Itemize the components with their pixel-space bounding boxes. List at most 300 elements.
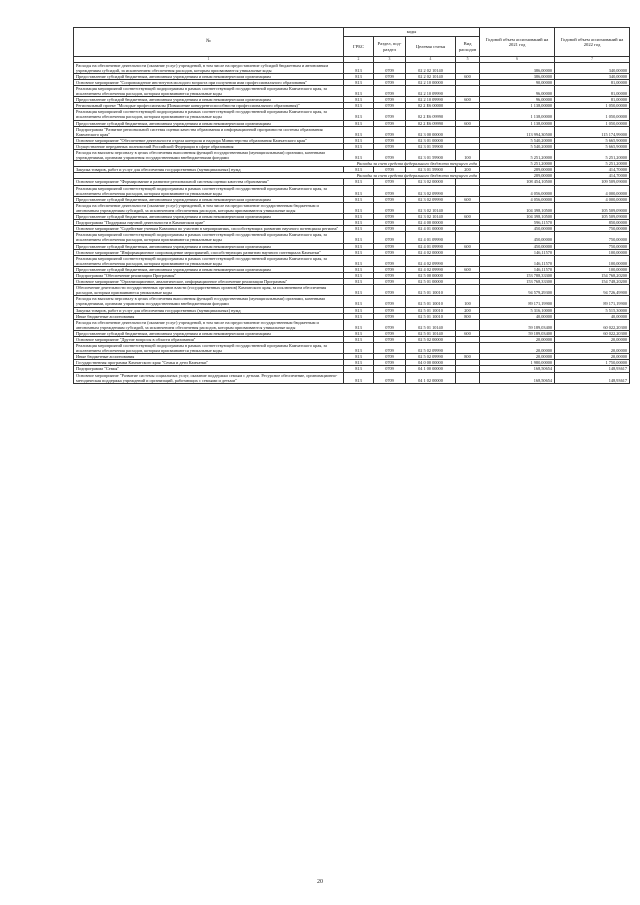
table-row <box>74 319 630 330</box>
amount-2022: 340,00000 <box>555 73 630 79</box>
amount-2021: 5 540,20000 <box>480 137 555 143</box>
amount-2021: 450,00000 <box>480 226 555 232</box>
grbs-code: 813 <box>344 143 374 149</box>
amount-2022: 105 509,09000 <box>555 214 630 220</box>
grbs-code: 813 <box>344 202 374 213</box>
target-article-code: 02 5 01 10010 <box>406 313 456 319</box>
grbs-code: 813 <box>344 103 374 109</box>
amount-2022: 154 768,20200 <box>555 272 630 278</box>
amount-2021: 168,50654 <box>480 372 555 383</box>
target-article-code: 02 3 00 00000 <box>406 126 456 137</box>
amount-2022: 40,00000 <box>555 313 630 319</box>
row-name: Основное мероприятие "Организационное, аналитическое, информационное обеспечение реализации Программы" <box>74 279 344 285</box>
target-article-code: 02 3 01 59900 <box>406 150 456 161</box>
grbs-code: 813 <box>344 354 374 360</box>
target-article-code: 04 1 02 00000 <box>406 372 456 383</box>
amount-2021: 386,00000 <box>480 62 555 73</box>
row-name: Иные бюджетные ассигнования <box>74 354 344 360</box>
row-name: Расходы на выплаты персоналу в целях обеспечения выполнения функций государственными (муниципальными) органами, казенными учреждениями, органами управления государственными внебюджетными фондами <box>74 296 344 307</box>
amount-2022: 4 000,00000 <box>555 185 630 196</box>
grbs-code: 813 <box>344 343 374 354</box>
target-article-code: 02 5 01 10140 <box>406 319 456 330</box>
grbs-code: 813 <box>344 79 374 85</box>
target-article-code: 02 5 02 09990 <box>406 354 456 360</box>
grbs-code: 813 <box>344 226 374 232</box>
note-text: Расходы за счет средств федерального бюджета текущего года <box>74 173 480 179</box>
target-article-code: 02 5 01 10010 <box>406 296 456 307</box>
table-row <box>74 372 630 383</box>
table-row <box>74 285 630 296</box>
grbs-code: 813 <box>344 167 374 173</box>
target-article-code: 02 2 02 10140 <box>406 62 456 73</box>
budget-table <box>73 27 630 384</box>
target-article-code: 02 4 02 09990 <box>406 255 456 266</box>
row-name: Закупка товаров, работ и услуг для обеспечения государственных (муниципальных) нужд <box>74 167 344 173</box>
section-code: 0709 <box>374 202 406 213</box>
section-code: 0709 <box>374 85 406 96</box>
section-code: 0709 <box>374 279 406 285</box>
grbs-code: 813 <box>344 360 374 366</box>
amount-2021: 1 138,00000 <box>480 109 555 120</box>
grbs-code: 813 <box>344 330 374 336</box>
grbs-code: 813 <box>344 126 374 137</box>
amount-2022: 81,00000 <box>555 79 630 85</box>
section-code: 0709 <box>374 62 406 73</box>
target-article-code: 02 3 02 10140 <box>406 214 456 220</box>
section-code: 0709 <box>374 120 406 126</box>
amount-2021: 20,00000 <box>480 337 555 343</box>
expense-type-code: 600 <box>456 214 480 220</box>
grbs-code: 813 <box>344 232 374 243</box>
expense-type-code: 100 <box>456 296 480 307</box>
row-name: Расходы на обеспечение деятельности (оказание услуг) учреждений, в том числе на предоставление государственным бюджетным и автономным учреждениям субсидий, за исключением обеспечения расходов, которым присваиваются уникальные коды <box>74 202 344 213</box>
row-name: Основное мероприятие "Формирование и развитие региональной системы оценки качества образования" <box>74 179 344 185</box>
row-name: Расходы на обеспечение деятельности (оказание услуг) учреждений, в том числе на предоставление государственным бюджетным и автономным учреждениям субсидий, за исключением обеспечения расходов, которым присваиваются уникальные коды <box>74 319 344 330</box>
amount-2021: 596,11570 <box>480 220 555 226</box>
expense-type-code: 600 <box>456 330 480 336</box>
amount-2021: 96,00000 <box>480 85 555 96</box>
amount-2022: 60 022,20300 <box>555 319 630 330</box>
grbs-code: 813 <box>344 214 374 220</box>
amount-2022: 148,93617 <box>555 366 630 372</box>
table-body <box>74 62 630 383</box>
section-code: 0709 <box>374 137 406 143</box>
amount-2022: 1 750,00000 <box>555 360 630 366</box>
section-code: 0709 <box>374 226 406 232</box>
grbs-code: 813 <box>344 279 374 285</box>
section-code: 0709 <box>374 343 406 354</box>
amount-2021: 450,00000 <box>480 232 555 243</box>
section-code: 0709 <box>374 313 406 319</box>
grbs-code: 813 <box>344 185 374 196</box>
section-code: 0709 <box>374 243 406 249</box>
target-article-code: 02 3 01 00000 <box>406 137 456 143</box>
section-code: 0709 <box>374 330 406 336</box>
table-row <box>74 343 630 354</box>
amount-2022: 109 509,09000 <box>555 179 630 185</box>
amount-2021: 104 398,10500 <box>480 214 555 220</box>
target-article-code: 02 3 02 09990 <box>406 196 456 202</box>
section-code: 0709 <box>374 196 406 202</box>
expense-type-code <box>456 255 480 266</box>
note-text: Расходы за счет средств федерального бюджета текущего года <box>74 161 480 167</box>
amount-2021: 5 251,20000 <box>480 150 555 161</box>
section-code: 0709 <box>374 354 406 360</box>
row-name: Иные бюджетные ассигнования <box>74 313 344 319</box>
row-name: Реализация мероприятий соответствующей подпрограммы в рамках соответствующей государственной программы Камчатского края, за исключением обеспечения расходов, которым присваиваются уникальные коды <box>74 185 344 196</box>
expense-type-code: 600 <box>456 266 480 272</box>
section-code: 0709 <box>374 214 406 220</box>
grbs-code: 813 <box>344 243 374 249</box>
section-code: 0709 <box>374 266 406 272</box>
section-code: 0709 <box>374 272 406 278</box>
column-index: 1 <box>74 57 344 63</box>
row-name: Предоставление субсидий бюджетным, автономным учреждениям и иным некоммерческим организациям <box>74 330 344 336</box>
section-code: 0709 <box>374 103 406 109</box>
grbs-code: 813 <box>344 366 374 372</box>
amount-2021: 1 980,00000 <box>480 360 555 366</box>
expense-type-code <box>456 126 480 137</box>
target-article-code: 02 5 02 00000 <box>406 337 456 343</box>
target-article-code: 04 0 00 00000 <box>406 360 456 366</box>
header-grbs: ГРБС <box>344 37 374 57</box>
table-row <box>74 255 630 266</box>
amount-2022: 750,00000 <box>555 232 630 243</box>
amount-2022: 414,70000 <box>555 173 630 179</box>
amount-2022: 5 251,20000 <box>555 150 630 161</box>
amount-2022: 115 174,99000 <box>555 126 630 137</box>
header-name-column: № <box>74 28 344 57</box>
amount-2021: 89 171,19900 <box>480 296 555 307</box>
grbs-code: 813 <box>344 85 374 96</box>
row-name: Подпрограмма "Обеспечение реализации Программы" <box>74 272 344 278</box>
table-row <box>74 109 630 120</box>
target-article-code: 02 3 02 09990 <box>406 185 456 196</box>
amount-2022: 1 050,00000 <box>555 109 630 120</box>
expense-type-code: 200 <box>456 167 480 173</box>
grbs-code: 813 <box>344 307 374 313</box>
expense-type-code <box>456 85 480 96</box>
table-row <box>74 126 630 137</box>
table-row <box>74 202 630 213</box>
row-name: Осуществление переданных полномочий Российской Федерации в сфере образования <box>74 143 344 149</box>
row-name: Реализация мероприятий соответствующей подпрограммы в рамках соответствующей государственной программы Камчатского края, за исключением обеспечения расходов, которым присваиваются уникальные коды <box>74 109 344 120</box>
grbs-code: 813 <box>344 137 374 143</box>
amount-2022: 100,00000 <box>555 266 630 272</box>
row-name: Реализация мероприятий соответствующей подпрограммы в рамках соответствующей государственной программы Камчатского края, за исключением обеспечения расходов, которым присваиваются уникальные коды <box>74 255 344 266</box>
grbs-code: 813 <box>344 337 374 343</box>
amount-2022: 414,70000 <box>555 167 630 173</box>
row-name: Реализация мероприятий соответствующей подпрограммы в рамках соответствующей государственной программы Камчатского края, за исключением обеспечения расходов, которым присваиваются уникальные коды <box>74 232 344 243</box>
amount-2022: 20,00000 <box>555 343 630 354</box>
row-name: Расходы на выплаты персоналу в целях обеспечения выполнения функций государственными (муниципальными) органами, казенными учреждениями, органами управления государственными внебюджетными фондами <box>74 150 344 161</box>
column-index: 6 <box>480 57 555 63</box>
amount-2021: 153 768,33300 <box>480 279 555 285</box>
expense-type-code <box>456 285 480 296</box>
table-row <box>74 185 630 196</box>
row-name: Подпрограмма "Поддержка научной деятельности в Камчатском крае" <box>74 220 344 226</box>
target-article-code: 02 2 E6 09990 <box>406 120 456 126</box>
expense-type-code: 600 <box>456 196 480 202</box>
amount-2022: 94 726,49900 <box>555 285 630 296</box>
amount-2021: 168,50654 <box>480 366 555 372</box>
amount-2021: 113 994,30500 <box>480 126 555 137</box>
section-code: 0709 <box>374 255 406 266</box>
amount-2022: 105 509,09000 <box>555 202 630 213</box>
expense-type-code: 600 <box>456 73 480 79</box>
row-name: Расходы на обеспечение деятельности (оказание услуг) учреждений, в том числе на предоставление субсидий бюджетным и автономным учреждениям субсидий, за исключением обеспечения расходов, которым присваиваются уникальные коды <box>74 62 344 73</box>
row-name: Подпрограмма "Развитие региональной системы оценки качества образования и информационной прозрачности системы образования Камчатского края" <box>74 126 344 137</box>
amount-2022: 81,00000 <box>555 85 630 96</box>
amount-2021: 20,00000 <box>480 343 555 354</box>
table-row <box>74 296 630 307</box>
expense-type-code: 800 <box>456 313 480 319</box>
grbs-code: 813 <box>344 109 374 120</box>
amount-2022: 81,00000 <box>555 97 630 103</box>
section-code: 0709 <box>374 319 406 330</box>
grbs-code: 813 <box>344 372 374 383</box>
grbs-code: 813 <box>344 196 374 202</box>
section-code: 0709 <box>374 220 406 226</box>
section-code: 0709 <box>374 285 406 296</box>
grbs-code: 813 <box>344 97 374 103</box>
column-index: 3 <box>374 57 406 63</box>
row-name: Предоставление субсидий бюджетным, автономным учреждениям и иным некоммерческим организациям <box>74 196 344 202</box>
expense-type-code <box>456 232 480 243</box>
amount-2021: 5 316,10000 <box>480 307 555 313</box>
row-name: Предоставление субсидий бюджетным, автономным учреждениям и иным некоммерческим организациям <box>74 97 344 103</box>
target-article-code: 02 3 01 59900 <box>406 143 456 149</box>
grbs-code: 813 <box>344 62 374 73</box>
section-code: 0709 <box>374 179 406 185</box>
grbs-code: 813 <box>344 296 374 307</box>
amount-2022: 60 022,20300 <box>555 330 630 336</box>
amount-2021: 1 138,00000 <box>480 103 555 109</box>
section-code: 0709 <box>374 97 406 103</box>
amount-2022: 1 050,00000 <box>555 103 630 109</box>
table-row <box>74 85 630 96</box>
grbs-code: 813 <box>344 150 374 161</box>
amount-2021: 1 138,00000 <box>480 120 555 126</box>
expense-type-code: 600 <box>456 120 480 126</box>
section-code: 0709 <box>374 185 406 196</box>
header-expense-type: Вид расходов <box>456 37 480 57</box>
target-article-code: 02 4 01 09990 <box>406 243 456 249</box>
row-name: Предоставление субсидий бюджетным, автономным учреждениям и иным некоммерческим организациям <box>74 214 344 220</box>
amount-2022: 850,00000 <box>555 220 630 226</box>
target-article-code: 02 2 10 09990 <box>406 97 456 103</box>
amount-2021: 4 056,00000 <box>480 185 555 196</box>
amount-2022: 5 665,90000 <box>555 137 630 143</box>
row-name: Региональный проект "Молодые профессионалы (Повышение конкурентоспособности профессионального образования)" <box>74 103 344 109</box>
row-name: Предоставление субсидий бюджетным, автономным учреждениям и иным некоммерческим организациям <box>74 266 344 272</box>
amount-2022: 148,93617 <box>555 372 630 383</box>
header-year-2022: Годовой объем ассигнований на 2022 год <box>555 28 630 57</box>
grbs-code: 813 <box>344 220 374 226</box>
target-article-code: 02 5 01 00000 <box>406 279 456 285</box>
row-name: Основное мероприятие "Информационное сопровождение мероприятий, способствующих развитию научного потенциала Камчатки" <box>74 249 344 255</box>
grbs-code: 813 <box>344 249 374 255</box>
expense-type-code <box>456 185 480 196</box>
target-article-code: 02 2 10 09990 <box>406 85 456 96</box>
target-article-code: 02 5 01 10010 <box>406 307 456 313</box>
expense-type-code <box>456 109 480 120</box>
section-code: 0709 <box>374 372 406 383</box>
row-name: Предоставление субсидий бюджетным, автономным учреждениям и иным некоммерческим организациям <box>74 243 344 249</box>
section-code: 0709 <box>374 337 406 343</box>
row-name: Закупка товаров, работ и услуг для обеспечения государственных (муниципальных) нужд <box>74 307 344 313</box>
table-header <box>74 28 630 63</box>
target-article-code: 02 5 01 10140 <box>406 330 456 336</box>
amount-2022: 750,00000 <box>555 226 630 232</box>
column-index: 2 <box>344 57 374 63</box>
amount-2021: 4 056,00000 <box>480 196 555 202</box>
amount-2022: 100,00000 <box>555 255 630 266</box>
grbs-code: 813 <box>344 120 374 126</box>
section-code: 0709 <box>374 366 406 372</box>
header-target-article: Целевая статья <box>406 37 456 57</box>
grbs-code: 813 <box>344 285 374 296</box>
amount-2022: 20,00000 <box>555 337 630 343</box>
amount-2022: 5 251,20000 <box>555 161 630 167</box>
amount-2022: 5 515,30000 <box>555 307 630 313</box>
target-article-code: 02 2 10 00000 <box>406 79 456 85</box>
grbs-code: 813 <box>344 73 374 79</box>
header-year-2021: Годовой объем ассигнований на 2021 год <box>480 28 555 57</box>
target-article-code: 02 4 02 00000 <box>406 249 456 255</box>
amount-2022: 154 748,20200 <box>555 279 630 285</box>
table-row <box>74 232 630 243</box>
grbs-code: 813 <box>344 179 374 185</box>
amount-2022: 4 000,00000 <box>555 196 630 202</box>
amount-2021: 146,11570 <box>480 255 555 266</box>
table-row <box>74 62 630 73</box>
expense-type-code: 600 <box>456 243 480 249</box>
target-article-code: 02 2 E6 00000 <box>406 103 456 109</box>
target-article-code: 02 5 00 00000 <box>406 272 456 278</box>
amount-2021: 146,11570 <box>480 249 555 255</box>
row-name: Подпрограмма "Семья" <box>74 366 344 372</box>
amount-2021: 5 251,20000 <box>480 161 555 167</box>
section-code: 0709 <box>374 167 406 173</box>
section-code: 0709 <box>374 307 406 313</box>
row-name: Предоставление субсидий бюджетным, автономным учреждениям и иным некоммерческим организациям <box>74 73 344 79</box>
target-article-code: 02 3 01 59900 <box>406 167 456 173</box>
amount-2022: 1 050,00000 <box>555 120 630 126</box>
page-number: 20 <box>317 879 323 885</box>
amount-2022: 89 171,19900 <box>555 296 630 307</box>
header-codes-group: коды <box>344 28 480 37</box>
target-article-code: 02 4 02 09990 <box>406 266 456 272</box>
section-code: 0709 <box>374 109 406 120</box>
row-name: Предоставление субсидий бюджетным, автономным учреждениям и иным некоммерческим организациям <box>74 120 344 126</box>
target-article-code: 02 4 01 00000 <box>406 226 456 232</box>
amount-2022: 750,00000 <box>555 243 630 249</box>
section-code: 0709 <box>374 143 406 149</box>
amount-2021: 59 189,03400 <box>480 330 555 336</box>
target-article-code: 02 4 01 09990 <box>406 232 456 243</box>
budget-sheet <box>73 27 629 384</box>
column-index: 7 <box>555 57 630 63</box>
amount-2021: 104 398,10500 <box>480 202 555 213</box>
section-code: 0709 <box>374 232 406 243</box>
amount-2022: 20,00000 <box>555 354 630 360</box>
row-name: Основное мероприятие "Другие вопросы в области образования" <box>74 337 344 343</box>
amount-2021: 289,00000 <box>480 173 555 179</box>
expense-type-code <box>456 343 480 354</box>
row-name: Государственная программа Камчатского края "Семья и дети Камчатки" <box>74 360 344 366</box>
expense-type-code: 100 <box>456 150 480 161</box>
amount-2021: 153 788,33300 <box>480 272 555 278</box>
grbs-code: 813 <box>344 319 374 330</box>
section-code: 0709 <box>374 360 406 366</box>
column-index: 4 <box>406 57 456 63</box>
target-article-code: 02 3 02 10140 <box>406 202 456 213</box>
section-code: 0709 <box>374 126 406 137</box>
amount-2022: 5 665,90000 <box>555 143 630 149</box>
grbs-code: 813 <box>344 272 374 278</box>
amount-2021: 59 189,03400 <box>480 319 555 330</box>
section-code: 0709 <box>374 79 406 85</box>
expense-type-code: 800 <box>456 354 480 360</box>
expense-type-code: 200 <box>456 307 480 313</box>
expense-type-code <box>456 62 480 73</box>
expense-type-code <box>456 319 480 330</box>
row-name: Обеспечение деятельности государственных органов власти (государственных органов) Камчатского края, за исключением обеспечения расходов, которым присваиваются уникальные коды <box>74 285 344 296</box>
header-section: Раздел, под-раздел <box>374 37 406 57</box>
amount-2021: 40,00000 <box>480 313 555 319</box>
target-article-code: 02 5 01 10010 <box>406 285 456 296</box>
amount-2021: 90,00000 <box>480 79 555 85</box>
expense-type-code: 600 <box>456 97 480 103</box>
row-name: Реализация мероприятий соответствующей подпрограммы в рамках соответствующей государственной программы Камчатского края, за исключением обеспечения расходов, которым присваиваются уникальные коды <box>74 85 344 96</box>
target-article-code: 02 5 02 09990 <box>406 343 456 354</box>
section-code: 0709 <box>374 249 406 255</box>
amount-2021: 5 540,20000 <box>480 143 555 149</box>
amount-2021: 96,00000 <box>480 97 555 103</box>
amount-2021: 20,00000 <box>480 354 555 360</box>
target-article-code: 02 2 E6 09990 <box>406 109 456 120</box>
expense-type-code <box>456 202 480 213</box>
amount-2021: 146,11570 <box>480 266 555 272</box>
amount-2021: 108 454,10500 <box>480 179 555 185</box>
amount-2022: 100,00000 <box>555 249 630 255</box>
grbs-code: 813 <box>344 255 374 266</box>
column-index: 5 <box>456 57 480 63</box>
section-code: 0709 <box>374 150 406 161</box>
target-article-code: 04 1 00 00000 <box>406 366 456 372</box>
row-name: Основное мероприятие "Развитие системы социальных услуг, оказание поддержки семьям с детьми. Ресурсное обеспечение, организационно-методическая поддержка учреждений и организаций, работающих с семьями и детьми" <box>74 372 344 383</box>
row-name: Основное мероприятие "Сопровождение институтов молодого возраста при получении ими профессионального образования" <box>74 79 344 85</box>
amount-2022: 340,00000 <box>555 62 630 73</box>
row-name: Основное мероприятие "Содействие ученым Камчатки по участию в мероприятиях, способствующих развитию научного потенциала региона" <box>74 226 344 232</box>
amount-2021: 289,00000 <box>480 167 555 173</box>
grbs-code: 813 <box>344 313 374 319</box>
expense-type-code <box>456 372 480 383</box>
table-row <box>74 150 630 161</box>
amount-2021: 450,00000 <box>480 243 555 249</box>
section-code: 0709 <box>374 296 406 307</box>
grbs-code: 813 <box>344 266 374 272</box>
amount-2021: 94 579,29300 <box>480 285 555 296</box>
row-name: Реализация мероприятий соответствующей подпрограммы в рамках соответствующей государственной программы Камчатского края, за исключением обеспечения расходов, которым присваиваются уникальные коды <box>74 343 344 354</box>
section-code: 0709 <box>374 73 406 79</box>
row-name: Основное мероприятие "Обеспечение деятельности отдела контроля и надзора Министерства образования Камчатского края" <box>74 137 344 143</box>
amount-2021: 386,00000 <box>480 73 555 79</box>
target-article-code: 02 4 00 00000 <box>406 220 456 226</box>
target-article-code: 02 2 02 10140 <box>406 73 456 79</box>
target-article-code: 02 3 02 00000 <box>406 179 456 185</box>
